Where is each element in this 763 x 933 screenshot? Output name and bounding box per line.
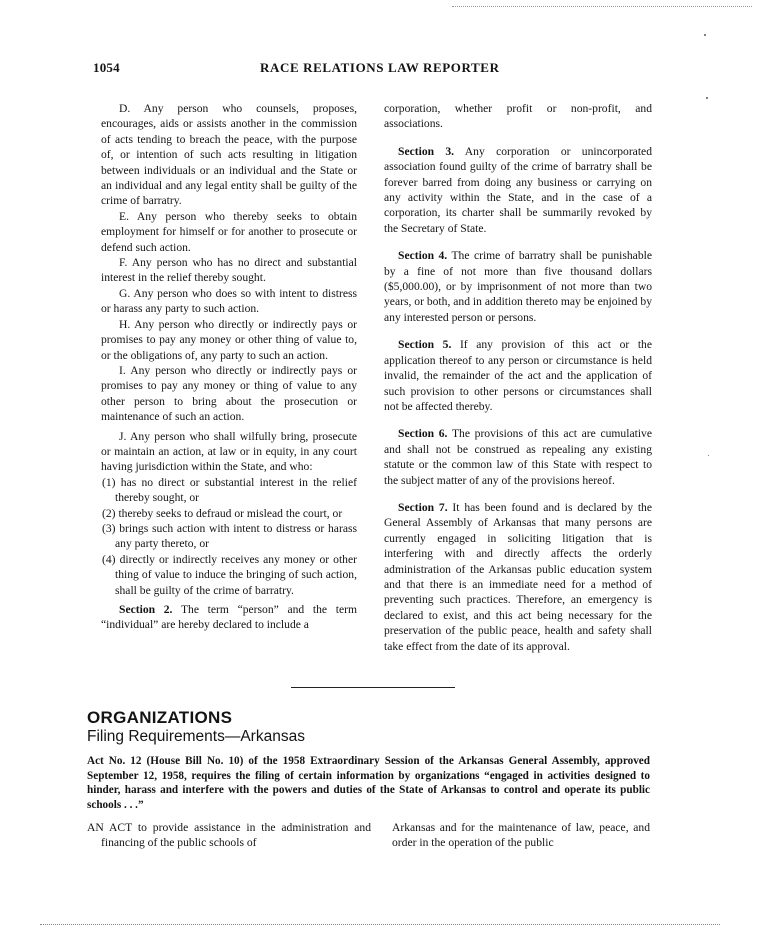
section-5-text: If any provision of this act or the application thereof to any person or circumstance is held invalid, the remainder of the act and the application of such provision to other persons or circumstances shall not be affected thereby. xyxy=(384,338,652,413)
section-7-text: It has been found and is declared by the General Assembly of Arkansas that many persons are currently engaged in soliciting litigation that is interfering with and directly affects the orderly administration of the Arkansas public education system and that there is an immediate need for a method of preventing such practices. Therefore, an emergency is declared to exist, and this act being necessary for the preservation of the public peace, health and safety shall take effect from the date of its approval. xyxy=(384,500,652,653)
act-title-left: AN ACT to provide assistance in the administration and financing of the public schools of xyxy=(87,821,371,850)
paragraph-h: H. Any person who directly or indirectly pays or promises to pay any money or other thing of value to, or the obligations of, any party to such an action. xyxy=(101,317,357,362)
paragraph-j: J. Any person who shall wilfully bring, prosecute or maintain an action, at law or in equity, in any court having jurisdiction within the State, and who: xyxy=(101,429,357,474)
subclause-1-text: has no direct or substantial interest in the relief thereby sought, or xyxy=(115,475,358,505)
subclause-2-number: (2) xyxy=(102,506,116,520)
paragraph-d: D. Any person who counsels, proposes, encourages, aids or assists another in the commission of acts tending to breach the peace, with the purpose of, or intention of such acts resulting in litigation between individuals or an individual and the State or an individual and any legal entity shall be guilty of the crime of barratry. xyxy=(101,102,357,208)
section-4-text: The crime of barratry shall be punishable by a fine of not more than five thousand dollars ($5,000.00), or by imprisonment of not more than two years, or both, and in addition thereto may be enjoined by any interested person or persons. xyxy=(384,249,652,324)
subclause-3 xyxy=(101,521,357,552)
section-6-label: Section 6. xyxy=(398,427,448,441)
organizations-heading: ORGANIZATIONS xyxy=(87,708,233,727)
section-3 xyxy=(384,144,652,236)
scan-speck xyxy=(704,34,706,36)
section-6-text: The provisions of this act are cumulative and shall not be construed as repealing any existing statute or the common law of this State with respect to the subject matter of any of the provisions hereof. xyxy=(384,427,652,487)
left-column xyxy=(101,101,357,633)
bottom-scan-edge xyxy=(40,924,720,925)
section-4 xyxy=(384,248,652,325)
paragraph-g: G. Any person who does so with intent to distress or harass any party to such action. xyxy=(101,286,357,316)
section-4-label: Section 4. xyxy=(398,249,448,263)
act-summary: Act No. 12 (House Bill No. 10) of the 1958 Extraordinary Session of the Arkansas General Assembly, approved September 12, 1958, requires the filing of certain information by organizations “engaged in activities designed to hinder, harass and interfere with the powers and duties of the State of Arkansas to control and operate its public schools . . .” xyxy=(87,755,650,811)
section-7-label: Section 7. xyxy=(398,500,448,514)
filing-requirements-subheading: Filing Requirements—Arkansas xyxy=(87,728,305,745)
section-5-label: Section 5. xyxy=(398,338,452,352)
subclause-3-text: brings such action with intent to distress or harass any party thereto, or xyxy=(115,521,357,551)
subclause-3-number: (3) xyxy=(102,521,116,535)
subclause-1-number: (1) xyxy=(102,475,116,489)
top-dotted-edge xyxy=(452,6,752,7)
paragraph-e: E. Any person who thereby seeks to obtain employment for himself or for another to prosecute or defend such action. xyxy=(101,209,357,254)
section-3-label: Section 3. xyxy=(398,144,455,158)
section-2-label: Section 2. xyxy=(119,603,173,616)
section-2-text: The term “person” and the term “individual” are hereby declared to include a xyxy=(101,603,357,632)
paragraph-f: F. Any person who has no direct and substantial interest in the relief thereby sought. xyxy=(101,256,357,285)
section-5 xyxy=(384,337,652,414)
running-head: RACE RELATIONS LAW REPORTER xyxy=(260,60,500,75)
subclause-4-text: directly or indirectly receives any money or other thing of value to induce the bringing of such action, shall be guilty of the crime of barratry. xyxy=(115,552,357,597)
paragraph-i: I. Any person who directly or indirectly pays or promises to pay any money or thing of value to any other person to bring about the prosecution or maintenance of such an action. xyxy=(101,363,357,424)
subclause-1 xyxy=(101,475,357,506)
subclause-4-number: (4) xyxy=(102,552,116,566)
section-2 xyxy=(101,602,357,633)
subclause-4 xyxy=(101,552,357,598)
subclause-2-text: thereby seeks to defraud or mislead the court, or xyxy=(118,506,343,520)
section-7 xyxy=(384,500,652,654)
section-3-text: Any corporation or unincorporated association found guilty of the crime of barratry shall be forever barred from doing any business or carrying on any activity within the State, and in the case of a corporation, its charter shall be summarily revoked by the Secretary of State. xyxy=(384,144,652,235)
subclause-2 xyxy=(101,506,357,521)
scan-speck xyxy=(706,97,708,99)
section-divider xyxy=(291,687,455,688)
scan-speck xyxy=(708,455,709,456)
section-6 xyxy=(384,426,652,488)
page-number: 1054 xyxy=(93,60,120,75)
act-title-right: Arkansas and for the maintenance of law, peace, and order in the operation of the public xyxy=(392,821,650,850)
right-column xyxy=(384,101,652,666)
section-2-continuation: corporation, whether profit or non-profit, and associations. xyxy=(384,102,652,131)
